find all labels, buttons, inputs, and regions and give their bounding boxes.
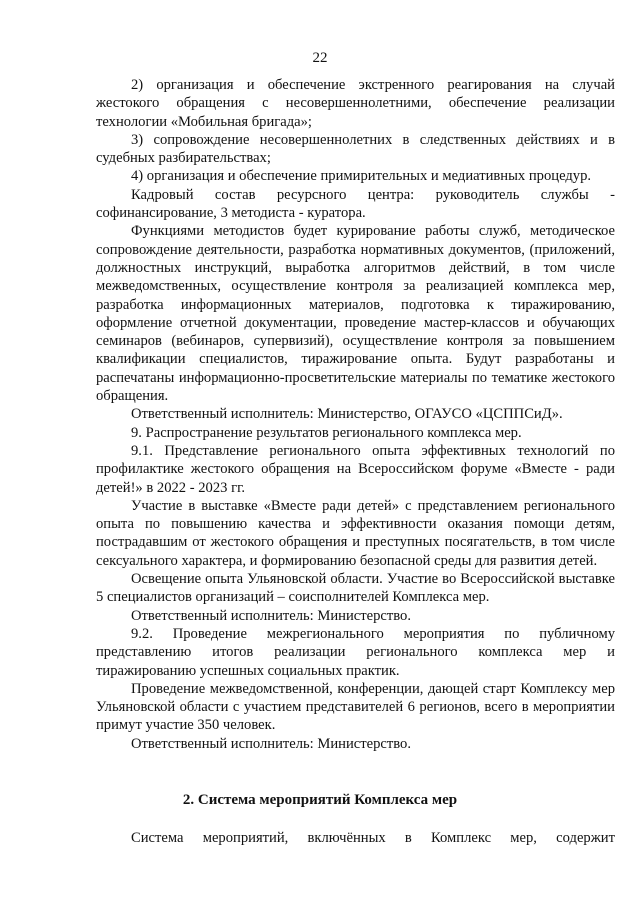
document-body	[96, 76, 615, 753]
paragraph: Ответственный исполнитель: Министерство.	[131, 735, 412, 752]
paragraph: 2) организация и обеспечение экстренного реагирования на случай жестокого обращения с несовершеннолетними, обеспечение реализации технологии «Мобильная бригада»;	[96, 77, 615, 130]
closing-line: Система мероприятий, включённых в Комплекс мер, содержит	[131, 830, 615, 846]
paragraph: Проведение межведомственной, конференции, дающей старт Комплексу мер Ульяновской области с участием представителей 6 регионов, всего в мероприятии примут участие 350 человек.	[96, 680, 615, 734]
paragraph: Участие в выставке «Вместе ради детей» с представлением регионального опыта по повышению качества и эффективности оказания помощи детям, пострадавшим от жестокого обращения и преступных посягательств, в том числе сексуального характера, и формированию безопасной среды для развития детей.	[96, 497, 615, 569]
paragraph: Ответственный исполнитель: Министерство.	[131, 607, 412, 624]
paragraph: 9. Распространение результатов регионального комплекса мер.	[131, 424, 522, 441]
section-heading: 2. Система мероприятий Комплекса мер	[182, 792, 458, 808]
paragraph: Функциями методистов будет курирование работы служб, методическое сопровождение деятельности, разработка нормативных документов, (приложений, должностных инструкций, выработка алгоритмов действий, в том числе межведомственных, осуществление контроля за реализацией комплекса мер, разработка информационных материалов, подготовка к тиражированию, оформление отчетной документации, проведение мастер-классов и обучающих семинаров (вебинаров, супервизий), осуществление контроля за повышением квалификации специалистов, тиражирование опыта. Будут разработаны и распечатаны информационно-просветительские материалы по тематике жестокого обращения.	[96, 223, 615, 405]
paragraph: 3) сопровождение несовершеннолетних в следственных действиях и в судебных разбирательствах;	[96, 131, 615, 167]
paragraph: Освещение опыта Ульяновской области. Участие во Всероссийской выставке 5 специалистов организаций – соисполнителей Комплекса мер.	[96, 571, 615, 606]
paragraph: 9.1. Представление регионального опыта эффективных технологий по профилактике жестокого обращения на Всероссийском форуме «Вместе - ради детей!» в 2022 - 2023 гг.	[96, 442, 615, 496]
paragraph: Кадровый состав ресурсного центра: руководитель службы - софинансирование, 3 методиста - куратора.	[96, 186, 615, 222]
paragraph: 9.2. Проведение межрегионального мероприятия по публичному представлению итогов реализации регионального комплекса мер и тиражированию успешных социальных практик.	[96, 625, 615, 679]
paragraph: Ответственный исполнитель: Министерство, ОГАУСО «ЦСППСиД».	[131, 406, 563, 423]
page-number: 22	[312, 50, 328, 66]
paragraph: 4) организация и обеспечение примирительных и медиативных процедур.	[131, 168, 592, 185]
